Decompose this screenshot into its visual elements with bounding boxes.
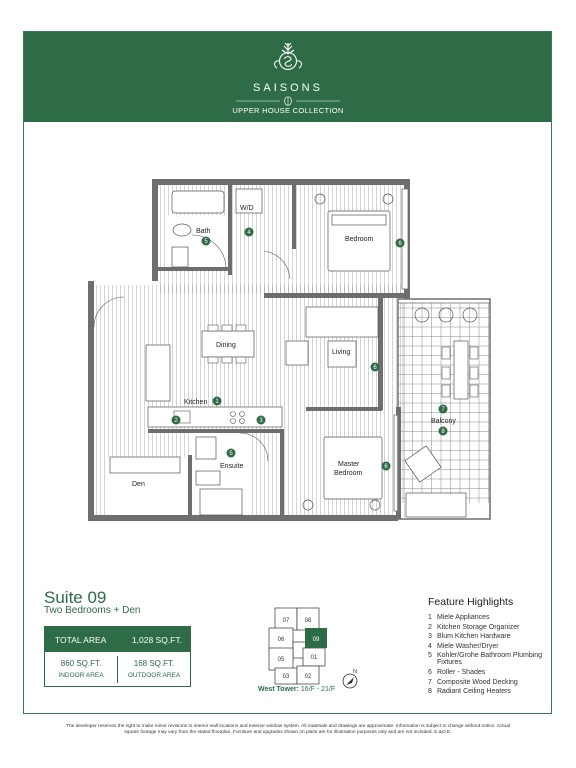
- features-title: Feature Highlights: [428, 596, 514, 608]
- wall-master-top: [306, 407, 382, 411]
- area-indoor-value: 860 SQ.FT.: [60, 659, 102, 668]
- feature-item: 1 Miele Appliances: [428, 614, 490, 621]
- wall-den-right: [188, 455, 192, 517]
- north-label: N: [353, 669, 357, 675]
- wall-bath-bottom: [158, 267, 230, 271]
- badge-balcony-b: 8: [441, 429, 445, 435]
- bathtub: [172, 191, 224, 213]
- room-label-bedroom: Bedroom: [345, 236, 374, 243]
- room-label-master-2: Bedroom: [334, 470, 363, 477]
- brand-divider-icon: [236, 96, 340, 106]
- tower-floors: 16/F - 21/F: [298, 686, 336, 693]
- wall-kitchen-bottom: [148, 429, 282, 433]
- disclaimer: The developer reserves the right to make minor revisions to interior wall locations and exterior window system. All materials and drawings are approximate. Information is subject to change without notice. Actual square footage may vary from the stated floorplan. Furniture and upgrades shown on plans are for illustration purposes only and are not included. E.&O.E.: [66, 724, 510, 735]
- area-table: [44, 626, 191, 687]
- tower-name: West Tower:: [258, 686, 299, 693]
- badge-kitchen-right: 3: [259, 418, 263, 424]
- feature-item: 2 Kitchen Storage Organizer: [428, 623, 520, 631]
- badge-kitchen: 1: [215, 399, 219, 405]
- badge-ensuite: 5: [229, 451, 233, 457]
- room-label-ensuite: Ensuite: [220, 463, 244, 470]
- wall-top-left: [152, 179, 158, 281]
- keyplan-unit-09: 09: [312, 637, 320, 643]
- brand-name: SAISONS: [253, 82, 323, 94]
- feature-item: 4 Miele Washer/Dryer: [428, 642, 499, 650]
- badge-kitchen-left: 2: [174, 418, 178, 424]
- room-label-master-1: Master: [338, 461, 360, 468]
- keyplan-unit-03: 03: [282, 674, 290, 680]
- feature-item: 5 Kohler/Grohe Bathroom Plumbing Fixtures: [428, 652, 543, 667]
- area-indoor: [45, 652, 117, 687]
- ensuite-shower: [196, 437, 216, 459]
- area-outdoor: [118, 652, 190, 687]
- badge-living: 6: [373, 365, 377, 371]
- room-label-kitchen: Kitchen: [184, 399, 208, 406]
- saisons-logo-icon: [270, 40, 306, 76]
- keyplan-unit-07: 07: [282, 618, 290, 624]
- wall-living-right: [378, 298, 383, 410]
- area-total-label: TOTAL AREA: [55, 635, 107, 645]
- room-label-living: Living: [332, 349, 351, 356]
- bath-vanity: [172, 247, 188, 267]
- keyplan-unit-05: 05: [277, 657, 285, 663]
- balcony-lounger: [406, 493, 466, 517]
- wall-bottom: [88, 515, 398, 521]
- balcony-table: [454, 341, 468, 399]
- wall-left: [88, 281, 94, 521]
- feature-item: 7 Composite Wood Decking: [428, 678, 518, 686]
- area-outdoor-value: 168 SQ.FT.: [133, 659, 175, 668]
- bed-pillow: [332, 215, 386, 225]
- room-label-den: Den: [132, 481, 145, 488]
- area-total-row: [45, 627, 190, 652]
- badge-bath: 5: [204, 239, 208, 245]
- tower-label: [258, 686, 335, 693]
- feature-item: 8 Radiant Ceiling Heaters: [428, 688, 511, 696]
- den-desk: [200, 489, 242, 515]
- suite-title: Suite 09: [44, 588, 107, 607]
- badge-balcony-a: 7: [441, 407, 445, 413]
- feature-item: 6 Roller - Shades: [428, 668, 486, 676]
- badge-wd: 4: [247, 230, 251, 236]
- window-bedroom: [402, 189, 408, 289]
- room-label-bath: Bath: [196, 228, 211, 235]
- north-compass-icon: [338, 668, 362, 692]
- master-bed: [324, 437, 382, 499]
- kitchen-island: [146, 345, 170, 401]
- badge-bedroom: 6: [398, 241, 402, 247]
- area-total-value: 1,028 SQ.FT.: [131, 635, 182, 645]
- armchair: [286, 341, 308, 365]
- wall-bath-right: [228, 185, 232, 275]
- feature-item: 3 Blum Kitchen Hardware: [428, 633, 511, 641]
- badge-master: 6: [384, 464, 388, 470]
- keyplan-unit-01: 01: [310, 655, 318, 661]
- room-label-dining: Dining: [216, 342, 236, 349]
- feature-highlights: [428, 596, 548, 698]
- den-sofa: [110, 457, 180, 473]
- brand-collection: UPPER HOUSE COLLECTION: [232, 106, 344, 115]
- floor-plan: [80, 175, 500, 530]
- bath-toilet: [173, 224, 191, 236]
- area-outdoor-label: OUTDOOR AREA: [127, 672, 181, 679]
- sofa-living: [306, 307, 378, 337]
- features-list: [428, 614, 548, 695]
- keyplan-unit-08: 08: [304, 618, 312, 624]
- room-label-wd: W/D: [240, 205, 254, 212]
- keyplan-unit-02: 02: [304, 674, 312, 680]
- wall-ensuite-right: [280, 429, 284, 519]
- ensuite-vanity: [196, 471, 220, 485]
- wall-top: [152, 179, 408, 185]
- wall-bedroom-left: [292, 185, 296, 249]
- wall-bedroom-bottom: [264, 293, 406, 298]
- balcony-floor: [398, 303, 490, 503]
- room-label-balcony: Balcony: [431, 418, 456, 425]
- suite-subtitle: Two Bedrooms + Den: [44, 605, 141, 616]
- area-indoor-label: INDOOR AREA: [58, 672, 104, 679]
- keyplan-unit-06: 06: [277, 637, 285, 643]
